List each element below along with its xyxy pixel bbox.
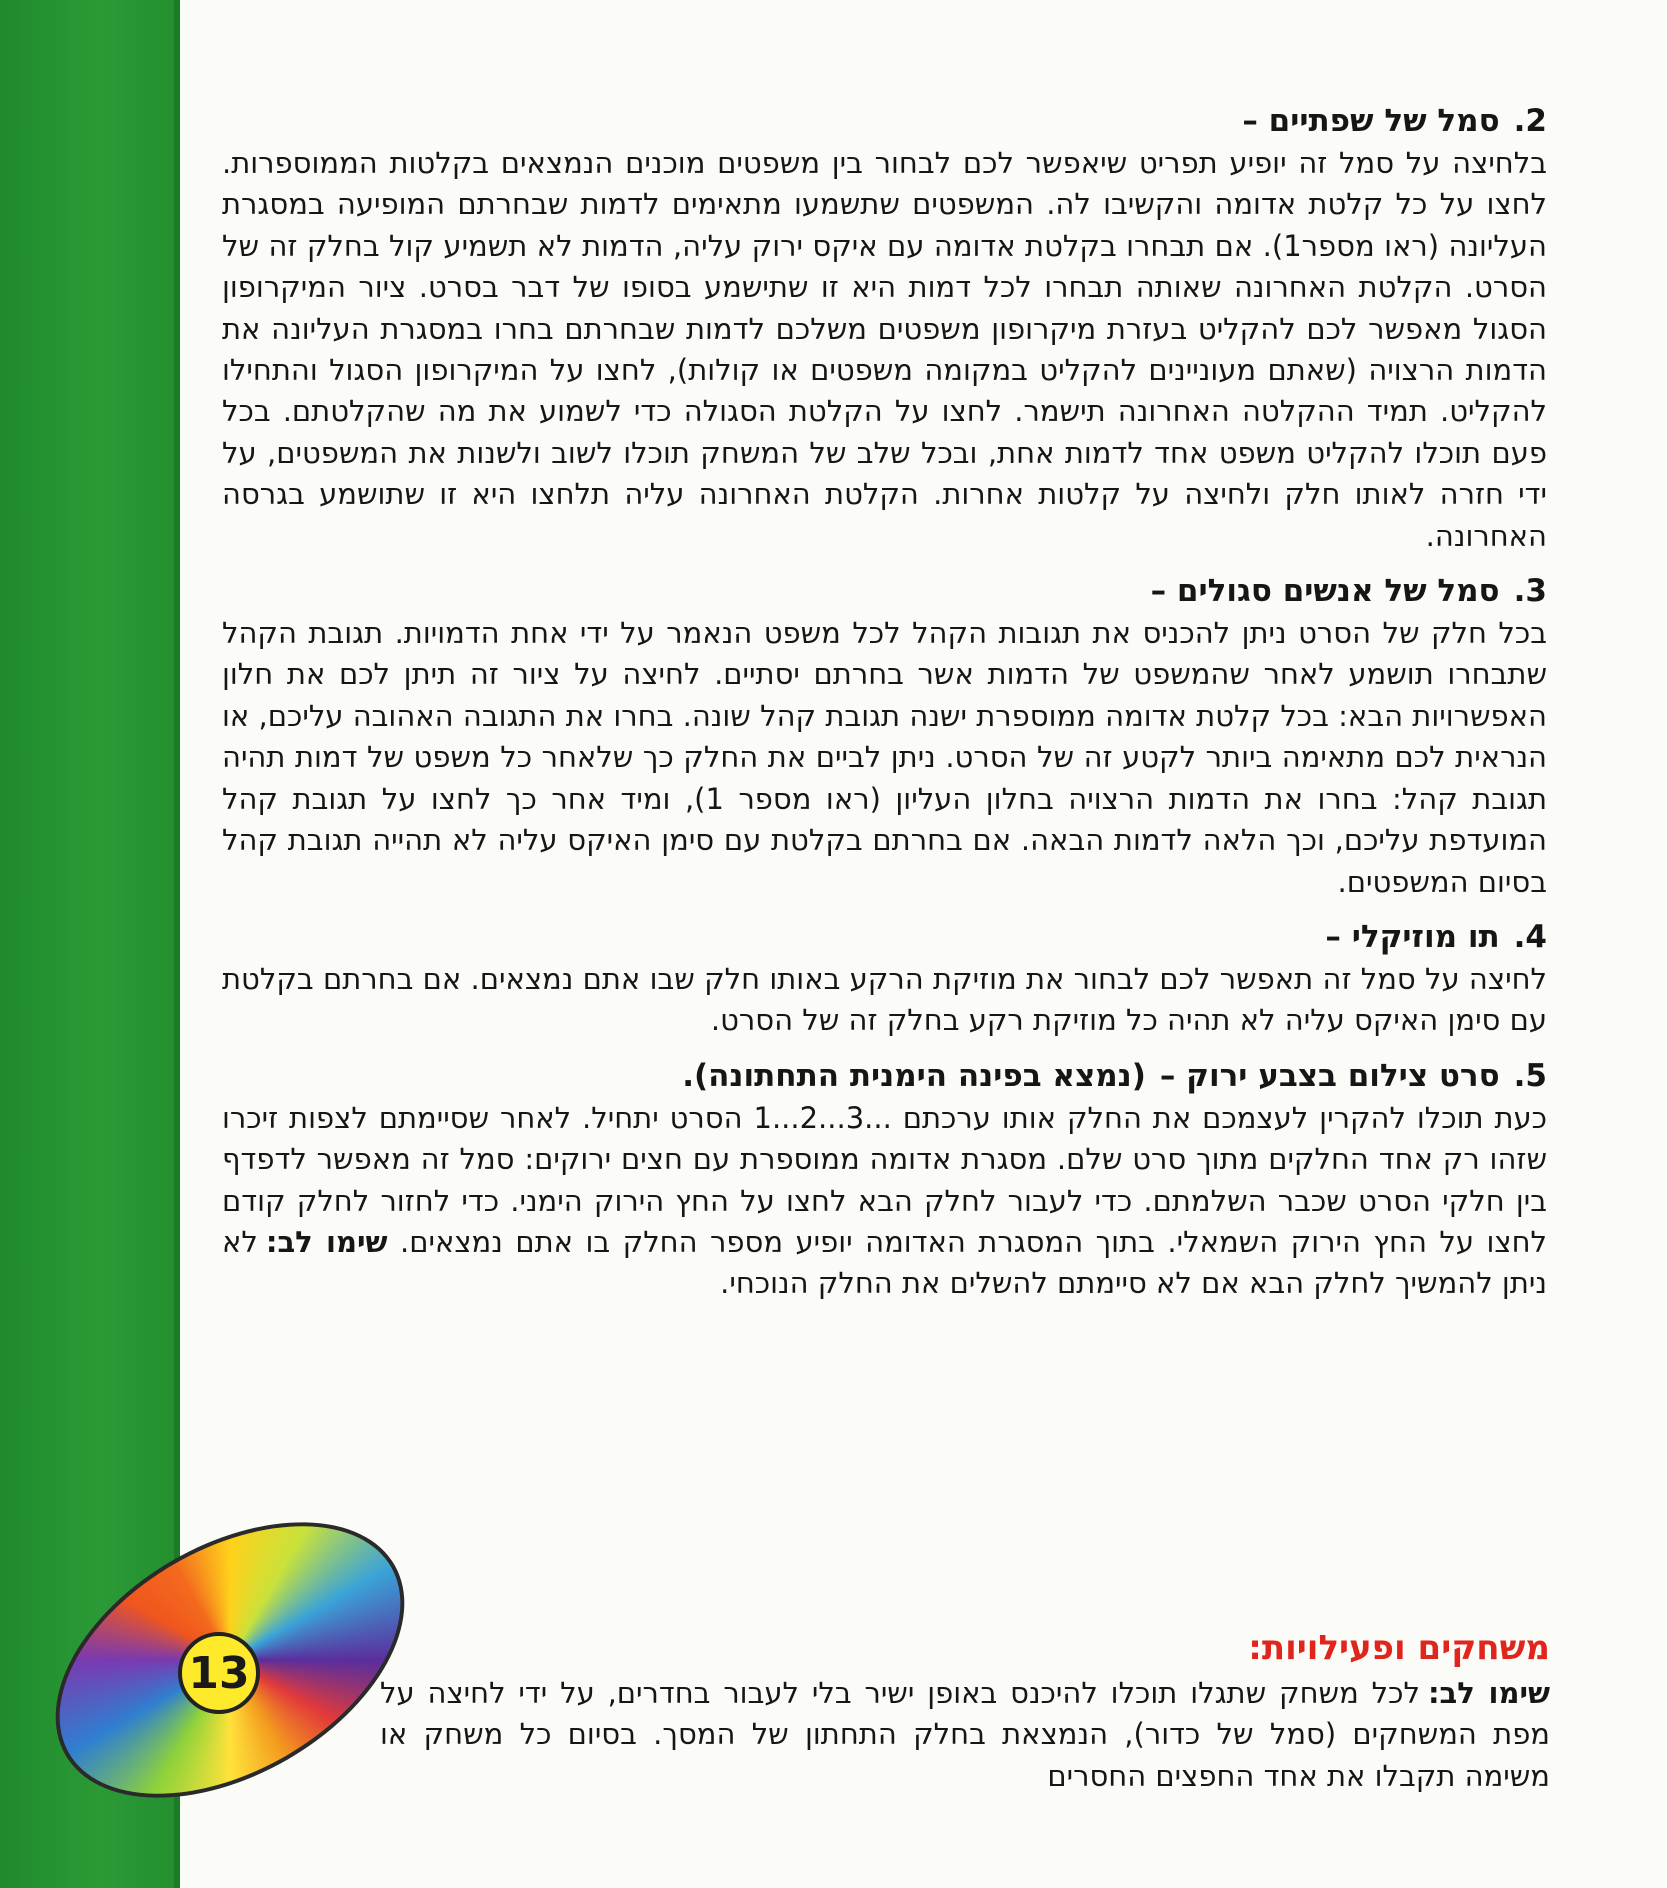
section-heading: [222, 570, 1547, 613]
paragraph-text: כעת תוכלו להקרין לעצמכם את החלק אותו ערכתם ...3...2...1 הסרט יתחיל. לאחר שסיימתם לצפות זיכרו שזהו רק אחד החלקים מתוך סרט שלם. מסגרת אדומה ממוספרת עם חצים ירוקים: סמל זה מאפשר לדפדף בין חלקי הסרט שכבר השלמתם. כדי לעבור לחלק הבא לחצו על החץ הירוק הימני. כדי לחזור לחלק קודם לחצו על החץ הירוק השמאלי. בתוך המסגרת האדומה יופיע מספר החלק בו אתם נמצאים.: [222, 1100, 1548, 1259]
section-heading: [222, 1055, 1547, 1098]
page-body: [222, 100, 1547, 1318]
section-subtitle: (נמצא בפינה הימנית התחתונה).: [682, 1057, 1146, 1094]
section-title: סמל של אנשים סגולים –: [1150, 573, 1500, 610]
section-4: [222, 916, 1547, 1042]
note-label: שימו לב:: [265, 1224, 388, 1259]
section-title: סמל של שפתיים –: [1242, 103, 1500, 139]
section-heading: [222, 916, 1547, 959]
section-heading: [222, 100, 1547, 143]
note-text: לא ניתן להמשיך לחלק הבא אם לא סיימתם להשלים את החלק הנוכחי.: [222, 1224, 1547, 1301]
games-heading: משחקים ופעילויות:: [1248, 1628, 1550, 1668]
section-number: .5: [1513, 1057, 1547, 1094]
games-paragraph: [380, 1673, 1550, 1797]
section-paragraph: בכל חלק של הסרט ניתן להכניס את תגובות הקהל לכל משפט הנאמר על ידי אחת הדמויות. תגובת הקהל שתבחרו תושמע לאחר שהמשפט של הדמות אשר בחרתם יסתיים. לחיצה על ציור זה תיתן לכם את חלון האפשרויות הבא: בכל קלטת אדומה ממוספרת ישנה תגובת קהל שונה. בחרו את התגובה האהובה עליכם, או הנראית לכם מתאימה ביותר לקטע זה של הסרט. ניתן לביים את החלק כך שלאחר כל משפט של דמות תהיה תגובת קהל: בחרו את הדמות הרצויה בחלון העליון (ראו מספר 1), ומיד אחר כך לחצו על תגובת קהל המועדפת עליכם, וכך הלאה לדמות הבאה. אם בחרתם בקלטת עם סימן האיקס עליה לא תהייה תגובת קהל בסיום המשפטים.: [222, 616, 1548, 899]
note-label: שימו לב:: [1427, 1676, 1550, 1710]
section-2: [222, 100, 1547, 557]
section-3: [222, 570, 1547, 903]
section-title: תו מוזיקלי –: [1325, 918, 1500, 955]
section-paragraph: [222, 1098, 1547, 1305]
section-5: [222, 1055, 1547, 1305]
section-number: .4: [1513, 918, 1547, 955]
section-title: סרט צילום בצבע ירוק –: [1159, 1057, 1500, 1094]
page-number-badge: 13: [178, 1632, 260, 1714]
section-paragraph: בלחיצה על סמל זה יופיע תפריט שיאפשר לכם לבחור בין משפטים מוכנים הנמצאים בקלטות הממוספרות. לחצו על כל קלטת אדומה והקשיבו לה. המשפטים שתשמעו מתאימים לדמות שבחרתם המופיעה במסגרת העליונה (ראו מספר1). אם תבחרו בקלטת אדומה עם איקס ירוק עליה, הדמות לא תשמיע קול בחלק זה של הסרט. הקלטת האחרונה שאותה תבחרו לכל דמות היא זו שתישמע בסופו של דבר בסרט. ציור המיקרופון הסגול מאפשר לכם להקליט בעזרת מיקרופון משפטים משלכם לדמות שבחרתם בחרו במסגרת העליונה את הדמות הרצויה (שאתם מעוניינים להקליט במקומה משפטים או קולות), לחצו על המיקרופון הסגול והתחילו להקליט. תמיד ההקלטה האחרונה תישמר. לחצו על הקלטת הסגולה כדי לשמוע את מה שהקלטתם. בכל פעם תוכלו להקליט משפט אחד לדמות אחת, ובכל שלב של המשחק תוכלו לשוב ולשנות את המשפטים, על ידי חזרה לאותו חלק ולחיצה על קלטות אחרות. הקלטת האחרונה עליה תלחצו היא זו שתושמע בגרסה האחרונה.: [222, 146, 1547, 553]
games-text: לכל משחק שתגלו תוכלו להיכנס באופן ישיר בלי לעבור בחדרים, על ידי לחיצה על מפת המשחקים (סמל של כדור), הנמצאת בחלק התחתון של המסך. בסיום כל משחק או משימה תקבלו את אחד החפצים החסרים: [380, 1676, 1550, 1793]
section-number: .3: [1513, 573, 1547, 610]
section-number: .2: [1513, 103, 1547, 139]
section-paragraph: לחיצה על סמל זה תאפשר לכם לבחור את מוזיקת הרקע באותו חלק שבו אתם נמצאים. אם בחרתם בקלטת עם סימן האיקס עליה לא תהיה כל מוזיקת רקע בחלק זה של הסרט.: [222, 961, 1547, 1038]
games-section: [380, 1625, 1550, 1797]
